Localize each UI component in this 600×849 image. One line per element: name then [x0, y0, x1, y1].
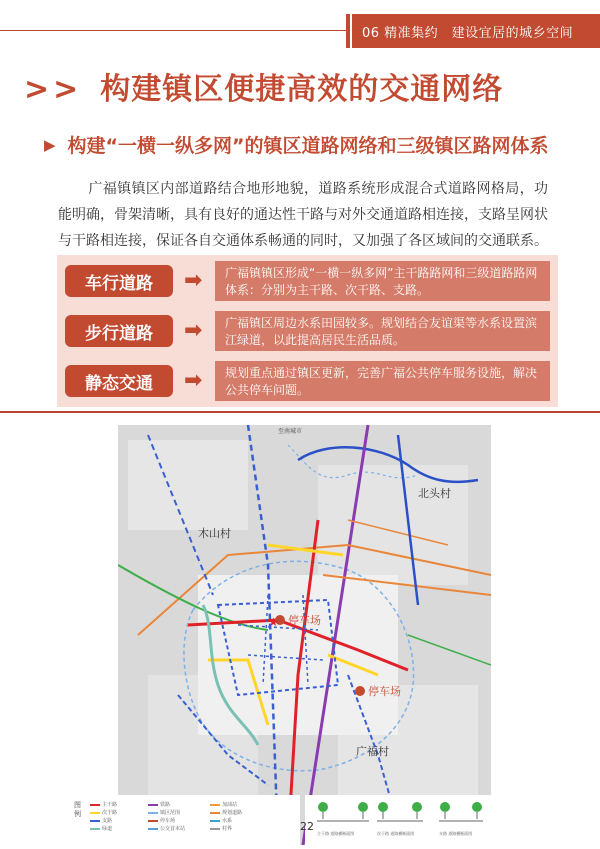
legend-swatch — [210, 828, 220, 830]
legend-item: 镇区范围 — [148, 809, 180, 816]
legend-item: 铁路 — [148, 801, 170, 808]
title-prefix: >> — [24, 72, 83, 107]
arrow-right-icon: ➡ — [184, 268, 203, 293]
row-pedestrian — [57, 309, 558, 353]
section-divider — [0, 411, 600, 413]
title-text: 构建镇区便捷高效的交通网络 — [100, 72, 504, 107]
section-tab — [346, 14, 600, 48]
cross-section-svg — [305, 795, 491, 845]
row-description: 规划重点通过镇区更新，完善广福公共停车服务设施，解决公共停车问题。 — [215, 361, 550, 401]
legend-item: 村界 — [210, 825, 232, 832]
parking-marker-icon — [355, 686, 365, 696]
arrow-right-icon: ➡ — [184, 368, 203, 393]
map-edge-label: 至南城市 — [278, 428, 303, 435]
legend-item: 支路 — [90, 817, 112, 824]
village-label: 北头村 — [418, 487, 451, 500]
legend-swatch — [90, 820, 100, 822]
legend-item: 加油站 — [210, 801, 237, 808]
cross-section-2 — [377, 802, 423, 836]
map-svg — [118, 425, 491, 845]
arrow-right-icon: ➡ — [184, 318, 203, 343]
legend-swatch — [90, 812, 100, 814]
row-static-traffic — [57, 359, 558, 403]
parking-label: 停车场 — [288, 614, 321, 627]
triangle-bullet-icon: ▶ — [44, 136, 56, 154]
legend-item: 次干路 — [90, 809, 117, 816]
legend-swatch — [148, 812, 158, 814]
row-description: 广福镇区周边水系田园较多。规划结合友谊渠等水系设置滨江绿道，以此提高居民生活品质。 — [215, 311, 550, 351]
subtitle-text: 构建“一横一纵多网”的镇区道路网络和三级镇区路网体系 — [67, 135, 549, 157]
label-pill: 车行道路 — [65, 265, 173, 297]
svg-text:次干路 道路横断面图: 次干路 道路横断面图 — [377, 831, 415, 836]
paragraph-text: 广福镇镇区内部道路结合地形地貌，道路系统形成混合式道路网格局，功能明确，骨架清晰，具有良好的通达性干路与对外交通道路相连接，支路呈网状与干路相连接，保证各自交通体系畅通的同时，又加强了各区域间的交通联系。 — [58, 181, 548, 249]
legend-swatch — [90, 804, 100, 806]
label-pill: 步行道路 — [65, 315, 173, 347]
page-title — [24, 64, 503, 108]
legend-item: 停车场 — [148, 817, 175, 824]
village-label: 木山村 — [198, 527, 231, 540]
road-network-map — [118, 425, 491, 845]
village-label: 广福村 — [356, 745, 389, 758]
legend-item: 规划道路 — [210, 809, 242, 816]
row-vehicle — [57, 259, 558, 303]
legend-item: 水系 — [210, 817, 232, 824]
legend-swatch — [90, 828, 100, 830]
road-type-panel — [57, 255, 558, 407]
body-paragraph — [58, 176, 548, 254]
legend-title: 图例 — [74, 801, 81, 818]
subtitle — [44, 131, 549, 158]
legend-swatch — [148, 804, 158, 806]
legend-swatch — [210, 820, 220, 822]
legend-item: 主干路 — [90, 801, 117, 808]
legend-item: 公交首末站 — [148, 825, 185, 832]
legend-swatch — [210, 812, 220, 814]
legend-item: 绿道 — [90, 825, 112, 832]
tab-divider — [350, 14, 352, 48]
government-star-icon: ★ — [268, 615, 279, 629]
legend-swatch — [210, 804, 220, 806]
section-label: 06 精准集约 建设宜居的城乡空间 — [362, 25, 574, 41]
parking-label: 停车场 — [368, 685, 401, 698]
cross-section-1 — [317, 802, 369, 836]
cross-section-3 — [439, 802, 483, 836]
legend-swatch — [148, 828, 158, 830]
label-pill: 静态交通 — [65, 365, 173, 397]
svg-text:主干路 道路横断面图: 主干路 道路横断面图 — [317, 831, 355, 836]
map-legend — [60, 795, 300, 845]
svg-text:支路 道路横断面图: 支路 道路横断面图 — [439, 831, 473, 836]
legend-swatch — [148, 820, 158, 822]
road-cross-sections — [305, 795, 491, 845]
page-number: 22 — [300, 820, 314, 833]
row-description: 广福镇镇区形成“一横一纵多网”主干路路网和三级道路路网体系：分别为主干路、次干路、支路。 — [215, 261, 550, 301]
